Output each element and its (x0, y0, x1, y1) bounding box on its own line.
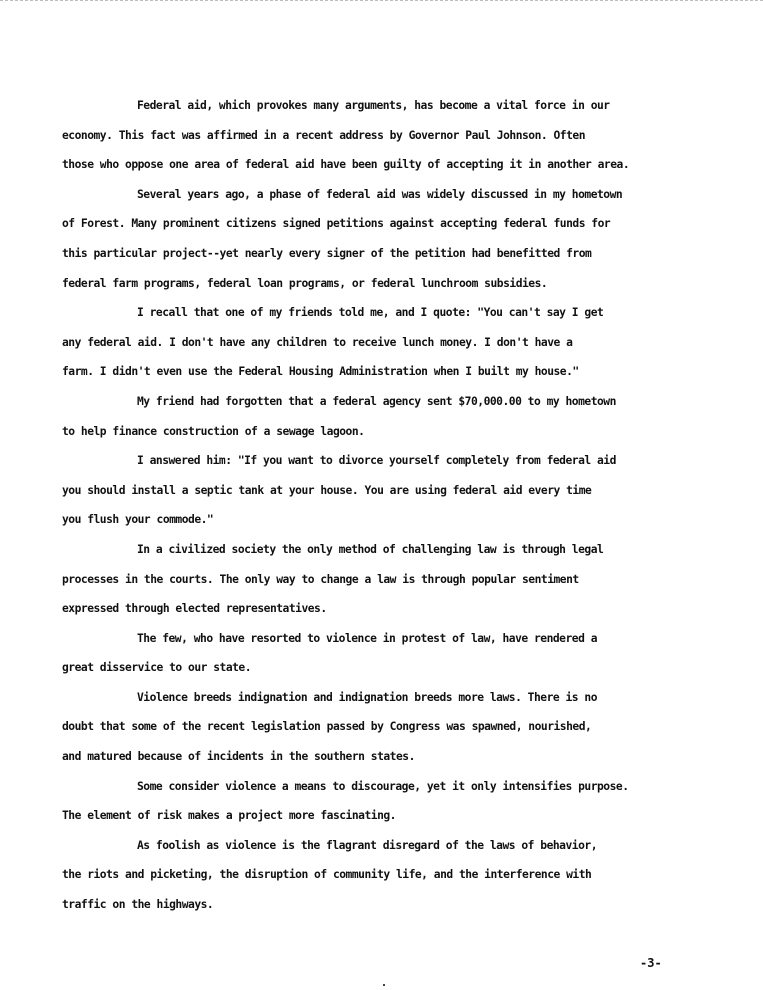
scan-speck (383, 984, 385, 986)
text-line: In a civilized society the only method of challenging law is through legal (137, 542, 604, 556)
paragraph (62, 91, 722, 180)
paragraph (62, 535, 722, 624)
text-line: the riots and picketing, the disruption of community life, and the interference with (62, 868, 592, 882)
paragraph (62, 298, 722, 387)
paragraph (62, 446, 722, 535)
paragraph (62, 180, 722, 298)
text-line: I recall that one of my friends told me, and I quote: "You can't say I get (137, 306, 604, 320)
text-line: any federal aid. I don't have any children to receive lunch money. I don't have a (62, 335, 573, 349)
text-line: The element of risk makes a project more fascinating. (62, 809, 396, 823)
text-line: traffic on the highways. (62, 898, 214, 912)
text-line: doubt that some of the recent legislation passed by Congress was spawned, nourished, (62, 720, 592, 734)
paragraph (62, 831, 722, 920)
text-line: I answered him: "If you want to divorce yourself completely from federal aid (137, 454, 616, 468)
text-line: great disservice to our state. (62, 661, 252, 675)
text-line: As foolish as violence is the flagrant disregard of the laws of behavior, (137, 838, 597, 852)
top-scan-edge (0, 0, 763, 1)
text-line: to help finance construction of a sewage lagoon. (62, 424, 365, 438)
paragraph (62, 683, 722, 772)
text-line: Some consider violence a means to discourage, yet it only intensifies purpose. (137, 779, 629, 793)
page-number: -3- (640, 956, 662, 970)
text-line: you should install a septic tank at your house. You are using federal aid every time (62, 483, 592, 497)
text-line: you flush your commode." (62, 513, 214, 527)
text-line: farm. I didn't even use the Federal Housing Administration when I built my house." (62, 365, 579, 379)
text-line: processes in the courts. The only way to change a law is through popular sentiment (62, 572, 579, 586)
paragraph (62, 387, 722, 446)
typed-page-body (62, 91, 722, 920)
text-line: and matured because of incidents in the southern states. (62, 750, 415, 764)
text-line: The few, who have resorted to violence in protest of law, have rendered a (137, 631, 597, 645)
text-line: economy. This fact was affirmed in a recent address by Governor Paul Johnson. Often (62, 128, 586, 142)
text-line: expressed through elected representatives. (62, 602, 327, 616)
text-line: those who oppose one area of federal aid have been guilty of accepting it in another area. (62, 158, 630, 172)
text-line: My friend had forgotten that a federal agency sent $70,000.00 to my hometown (137, 394, 616, 408)
text-line: Violence breeds indignation and indignation breeds more laws. There is no (137, 690, 597, 704)
text-line: of Forest. Many prominent citizens signed petitions against accepting federal funds for (62, 217, 611, 231)
text-line: federal farm programs, federal loan programs, or federal lunchroom subsidies. (62, 276, 548, 290)
text-line: this particular project--yet nearly every signer of the petition had benefitted from (62, 246, 592, 260)
paragraph (62, 624, 722, 683)
text-line: Federal aid, which provokes many arguments, has become a vital force in our (137, 99, 610, 112)
paragraph (62, 772, 722, 831)
text-line: Several years ago, a phase of federal aid was widely discussed in my hometown (137, 187, 623, 201)
